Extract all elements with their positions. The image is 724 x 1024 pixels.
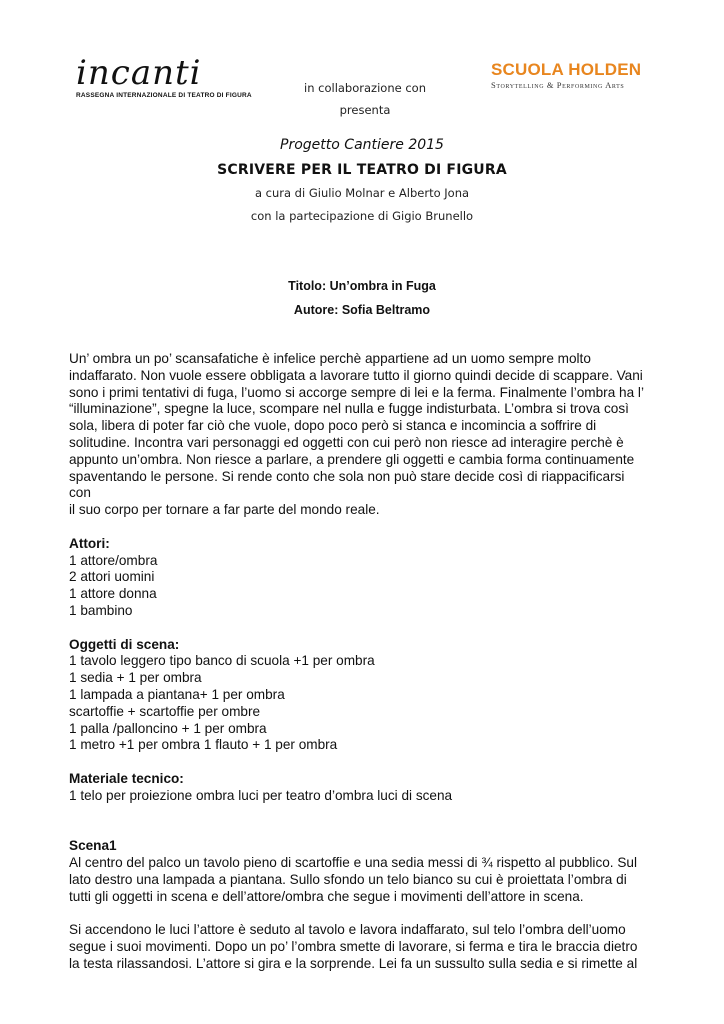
incanti-logo [76, 53, 252, 106]
synopsis-line: il suo corpo per tornare a far parte del mondo reale. [69, 502, 380, 518]
synopsis-line: appunto un’ombra. Non riesce a parlare, a prendere gli oggetti e cambia forma continuamente [69, 451, 635, 467]
work-author: Autore: Sofia Beltramo [293, 303, 431, 317]
synopsis-line: spaventando le persone. Si rende conto che sola non può stare decide così di riappacificarsi con [69, 468, 625, 501]
incanti-logo-word: incanti [76, 53, 202, 93]
project-subtitle: Progetto Cantiere 2015 [280, 137, 444, 153]
scene1-section [69, 838, 649, 972]
prop-item: scartoffie + scartoffie per ombre [69, 703, 261, 719]
project-title: SCRIVERE PER IL TEATRO DI FIGURA [217, 162, 507, 178]
collaboration-note [290, 77, 440, 121]
prop-item: 1 sedia + 1 per ombra [69, 670, 202, 686]
actors-section [69, 536, 649, 620]
scene1-line: lato destro una lampada a piantana. Sullo sfondo un telo bianco su cui è proiettata l’ombra di [69, 871, 627, 887]
scene1-line: Si accendono le luci l’attore è seduto al tavolo e lavora indaffarato, sul telo l’ombra dell’uomo [69, 922, 626, 938]
synopsis-line: sono i primi tentativi di fuga, l’uomo si accorge sempre di lei e la ferma. Finalmente l’ombra ha l’ [69, 384, 644, 400]
scene1-line: segue i suoi movimenti. Dopo un po’ l’ombra smette di lavorare, si ferma e tira le braccia dietro [69, 938, 638, 954]
project-credit-curators: a cura di Giulio Molnar e Alberto Jona [254, 186, 470, 200]
props-section [69, 637, 649, 755]
prop-item: 1 palla /palloncino + 1 per ombra [69, 720, 267, 736]
incanti-logo-tagline: RASSEGNA INTERNAZIONALE DI TEATRO DI FIGURA [76, 92, 252, 99]
collab-line-2: presenta [339, 103, 391, 117]
synopsis-line: sola, libera di poter far ciò che vuole, dopo poco però si stanca e incomincia a soffrire di [69, 418, 597, 434]
scuola-holden-name: SCUOLA HOLDEN [491, 60, 642, 79]
scuola-holden-subtitle: Storytelling & Performing Arts [491, 80, 625, 90]
synopsis [69, 351, 649, 519]
scene1-line: Al centro del palco un tavolo pieno di scartoffie e una sedia messi di ¾ rispetto al pubblico. Sul [69, 854, 638, 870]
synopsis-line: indaffarato. Non vuole essere obbligata a lavorare tutto il giorno quindi decide di scappare. Vani [69, 367, 643, 383]
technical-section [69, 771, 649, 805]
work-title: Titolo: Un’ombra in Fuga [288, 279, 436, 293]
synopsis-line: Un’ ombra un po’ scansafatiche è infelice perchè appartiene ad un uomo sempre molto [69, 351, 591, 366]
actor-item: 1 attore donna [69, 586, 157, 602]
actors-heading: Attori: [69, 535, 110, 551]
collab-line-1: in collaborazione con [304, 81, 426, 95]
actor-item: 1 bambino [69, 602, 133, 618]
project-credit-participation: con la partecipazione di Gigio Brunello [250, 209, 474, 223]
props-heading: Oggetti di scena: [69, 636, 180, 652]
actor-item: 1 attore/ombra [69, 552, 158, 568]
prop-item: 1 tavolo leggero tipo banco di scuola +1 per ombra [69, 653, 375, 669]
scene1-line: tutti gli oggetti in scena e dell’attore/ombra che segue i movimenti dell’attore in scena. [69, 888, 584, 904]
prop-item: 1 lampada a piantana+ 1 per ombra [69, 686, 285, 702]
technical-heading: Materiale tecnico: [69, 770, 184, 786]
scene1-line: la testa rilassandosi. L’attore si gira e la sorprende. Lei fa un sussulto sulla sedia e si rimette al [69, 955, 638, 971]
actor-item: 2 attori uomini [69, 569, 155, 585]
technical-item: 1 telo per proiezione ombra luci per teatro d’ombra luci di scena [69, 787, 453, 803]
scuola-holden-logo [491, 60, 651, 91]
synopsis-line: solitudine. Incontra vari personaggi ed oggetti con cui però non riesce ad interagire perchè è [69, 434, 624, 450]
document-body [69, 351, 649, 972]
scene1-heading: Scena1 [69, 838, 117, 854]
synopsis-line: “illuminazione”, spegne la luce, scompare nel nulla e fugge indisturbata. L’ombra si trova così [69, 401, 629, 417]
prop-item: 1 metro +1 per ombra 1 flauto + 1 per ombra [69, 737, 338, 753]
